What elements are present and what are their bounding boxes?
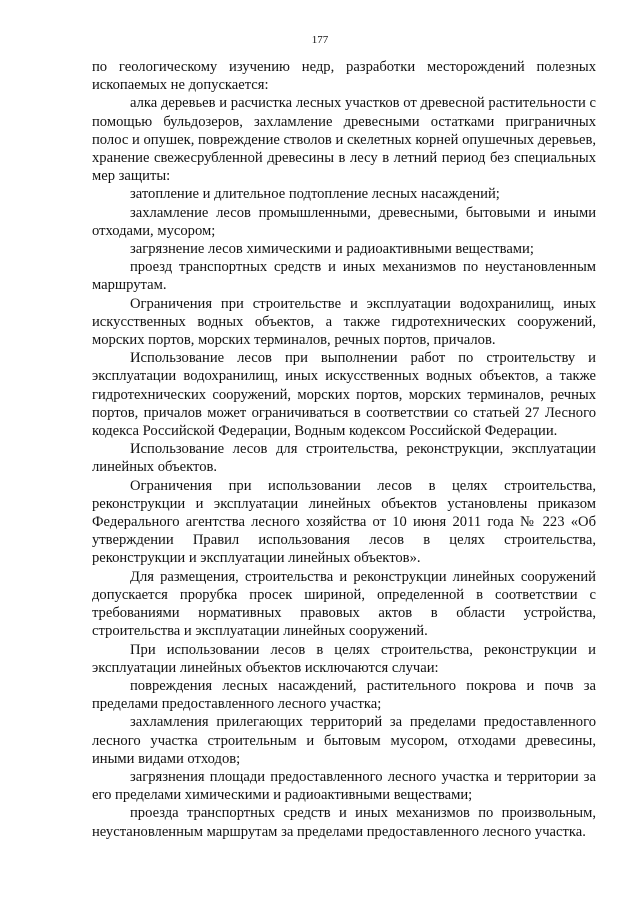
page-number: 177 bbox=[311, 34, 329, 46]
paragraph: затопление и длительное подтопление лесных насаждений; bbox=[130, 186, 500, 203]
paragraph: Использование лесов при выполнении работ по строительству и эксплуатации водохранилищ, иных искусственных водных объектов, а также гидротехнических сооружений, морских портов, морских терминалов, речных портов, причалов может ограничиваться в соответствии со статьей 27 Лесного кодекса Российской Федерации, Водным кодексом Российской Федерации. bbox=[92, 350, 596, 440]
paragraph: по геологическому изучению недр, разработки месторождений полезных ископаемых не допускается: bbox=[92, 59, 596, 94]
body-text bbox=[92, 58, 596, 841]
paragraph: проезда транспортных средств и иных механизмов по произвольным, неустановленным маршрутам за пределами предоставленного лесного участка. bbox=[92, 805, 596, 840]
paragraph: захламления прилегающих территорий за пределами предоставленного лесного участка строительным и бытовым мусором, отходами древесины, иными видами отходов; bbox=[92, 714, 596, 767]
paragraph: Использование лесов для строительства, реконструкции, эксплуатации линейных объектов. bbox=[92, 441, 596, 476]
paragraph: загрязнения площади предоставленного лесного участка и территории за его пределами химическими и радиоактивными веществами; bbox=[92, 768, 596, 804]
paragraph: проезд транспортных средств и иных механизмов по неустановленным маршрутам. bbox=[92, 259, 596, 294]
paragraph: Ограничения при строительстве и эксплуатации водохранилищ, иных искусственных водных объектов, а также гидротехнических сооружений, морских портов, морских терминалов, речных портов, причалов. bbox=[92, 295, 596, 349]
paragraph: загрязнение лесов химическими и радиоактивными веществами; bbox=[130, 241, 534, 258]
paragraph: Для размещения, строительства и реконструкции линейных сооружений допускается прорубка просек шириной, определенной в соответствии с требованиями нормативных правовых актов в области устройства, строительства и эксплуатации линейных сооружений. bbox=[92, 568, 596, 640]
paragraph: повреждения лесных насаждений, растительного покрова и почв за пределами предоставленного лесного участка; bbox=[92, 677, 596, 713]
paragraph: захламление лесов промышленными, древесными, бытовыми и иными отходами, мусором; bbox=[92, 204, 596, 239]
paragraph: алка деревьев и расчистка лесных участков от древесной растительности с помощью бульдозеров, захламление древесными остатками приграничных полос и опушек, повреждение стволов и скелетных корней опушечных деревьев, хранение свежесрубленной древесины в лесу в летний период без специальных мер защиты: bbox=[92, 95, 596, 185]
paragraph: При использовании лесов в целях строительства, реконструкции и эксплуатации линейных объектов исключаются случаи: bbox=[92, 641, 596, 676]
paragraph: Ограничения при использовании лесов в целях строительства, реконструкции и эксплуатации линейных объектов установлены приказом Федерального агентства лесного хозяйства от 10 июня 2011 года № 223 «Об утверждении Правил использования лесов в целях строительства, реконструкции и эксплуатации линейных объектов». bbox=[92, 477, 596, 567]
